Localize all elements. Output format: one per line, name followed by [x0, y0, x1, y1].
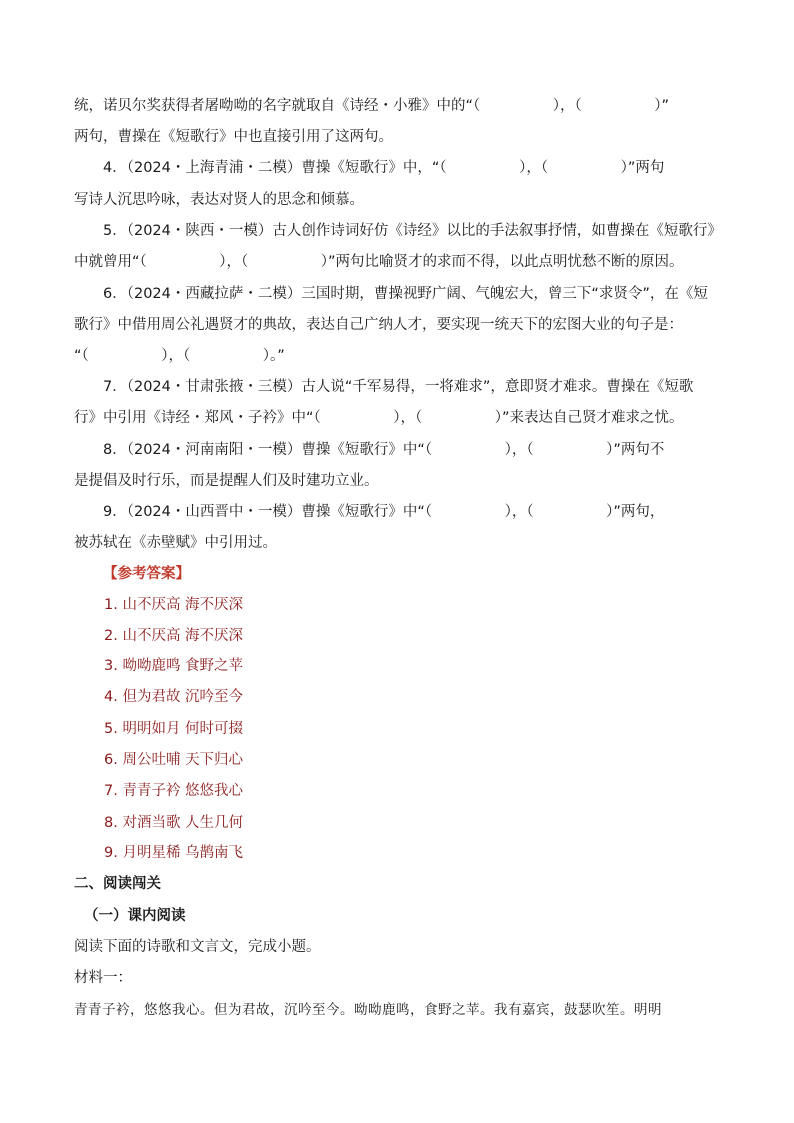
question-6-line-2: 歌行》中借用周公礼遇贤才的典故，表达自己广纳人才，要实现一统天下的宏图大业的句子是：: [74, 317, 683, 333]
answer-item: 9. 月明星稀 乌鹊南飞: [104, 845, 244, 861]
question-6-line-1: 6．（2024・西藏拉萨・二模）三国时期，曹操视野广阔、气魄宏大，曾三下“求贤令”，在《短: [74, 286, 708, 302]
material-label: 材料一：: [74, 970, 132, 986]
answer-item: 6. 周公吐哺 天下归心: [104, 752, 244, 768]
question-7-line-1: 7．（2024・甘肃张掖・三模）古人说“千军易得，一将难求”，意即贤才难求。曹操在《短歌: [74, 379, 694, 395]
subsection-title: （一）课内阅读: [84, 908, 186, 924]
question-8-line-1: 8．（2024・河南南阳・一模）曹操《短歌行》中“（ ），（ ）”两句不: [74, 442, 665, 458]
answer-item: 8. 对酒当歌 人生几何: [104, 815, 244, 831]
answer-item: 7. 青青子衿 悠悠我心: [104, 783, 244, 799]
answer-item: 4. 但为君故 沉吟至今: [104, 689, 244, 705]
poem-line: 青青子衿，悠悠我心。但为君故，沉吟至今。呦呦鹿鸣，食野之苹。我有嘉宾，鼓瑟吹笙。明明: [74, 1002, 662, 1018]
question-3-line-1: 统，诺贝尔奖获得者屠呦呦的名字就取自《诗经・小雅》中的“（ ），（ ）”: [74, 98, 670, 114]
answer-key-heading: 【参考答案】: [103, 566, 190, 582]
question-7-line-2: 行》中引用《诗经・郑风・子衿》中“（ ），（ ）”来表达自己贤才难求之忧。: [74, 410, 684, 426]
question-3-line-2: 两句，曹操在《短歌行》中也直接引用了这两句。: [74, 129, 393, 145]
question-5-line-2: 中就曾用“（ ），（ ）”两句比喻贤才的求而不得，以此点明忧愁不断的原因。: [74, 254, 684, 270]
question-5-line-1: 5．（2024・陕西・一模）古人创作诗词好仿《诗经》以比的手法叙事抒情，如曹操在《短歌行》: [74, 223, 722, 239]
question-4-line-1: 4．（2024・上海青浦・二模）曹操《短歌行》中，“（ ），（ ）”两句: [74, 160, 665, 176]
question-6-line-3: “（ ），（ ）。”: [74, 348, 285, 364]
answer-item: 1. 山不厌高 海不厌深: [104, 597, 244, 613]
question-8-line-2: 是提倡及时行乐，而是提醒人们及时建功立业。: [74, 473, 379, 489]
answer-item: 5. 明明如月 何时可掇: [104, 721, 244, 737]
reading-instruction: 阅读下面的诗歌和文言文，完成小题。: [74, 939, 321, 955]
question-9-line-2: 被苏轼在《赤壁赋》中引用过。: [74, 535, 277, 551]
answer-item: 2. 山不厌高 海不厌深: [104, 628, 244, 644]
answer-item: 3. 呦呦鹿鸣 食野之苹: [104, 658, 244, 674]
section-title: 二、阅读闯关: [74, 876, 161, 892]
question-9-line-1: 9．（2024・山西晋中・一模）曹操《短歌行》中“（ ），（ ）”两句，: [74, 504, 665, 520]
question-4-line-2: 写诗人沉思吟咏，表达对贤人的思念和倾慕。: [74, 192, 364, 208]
